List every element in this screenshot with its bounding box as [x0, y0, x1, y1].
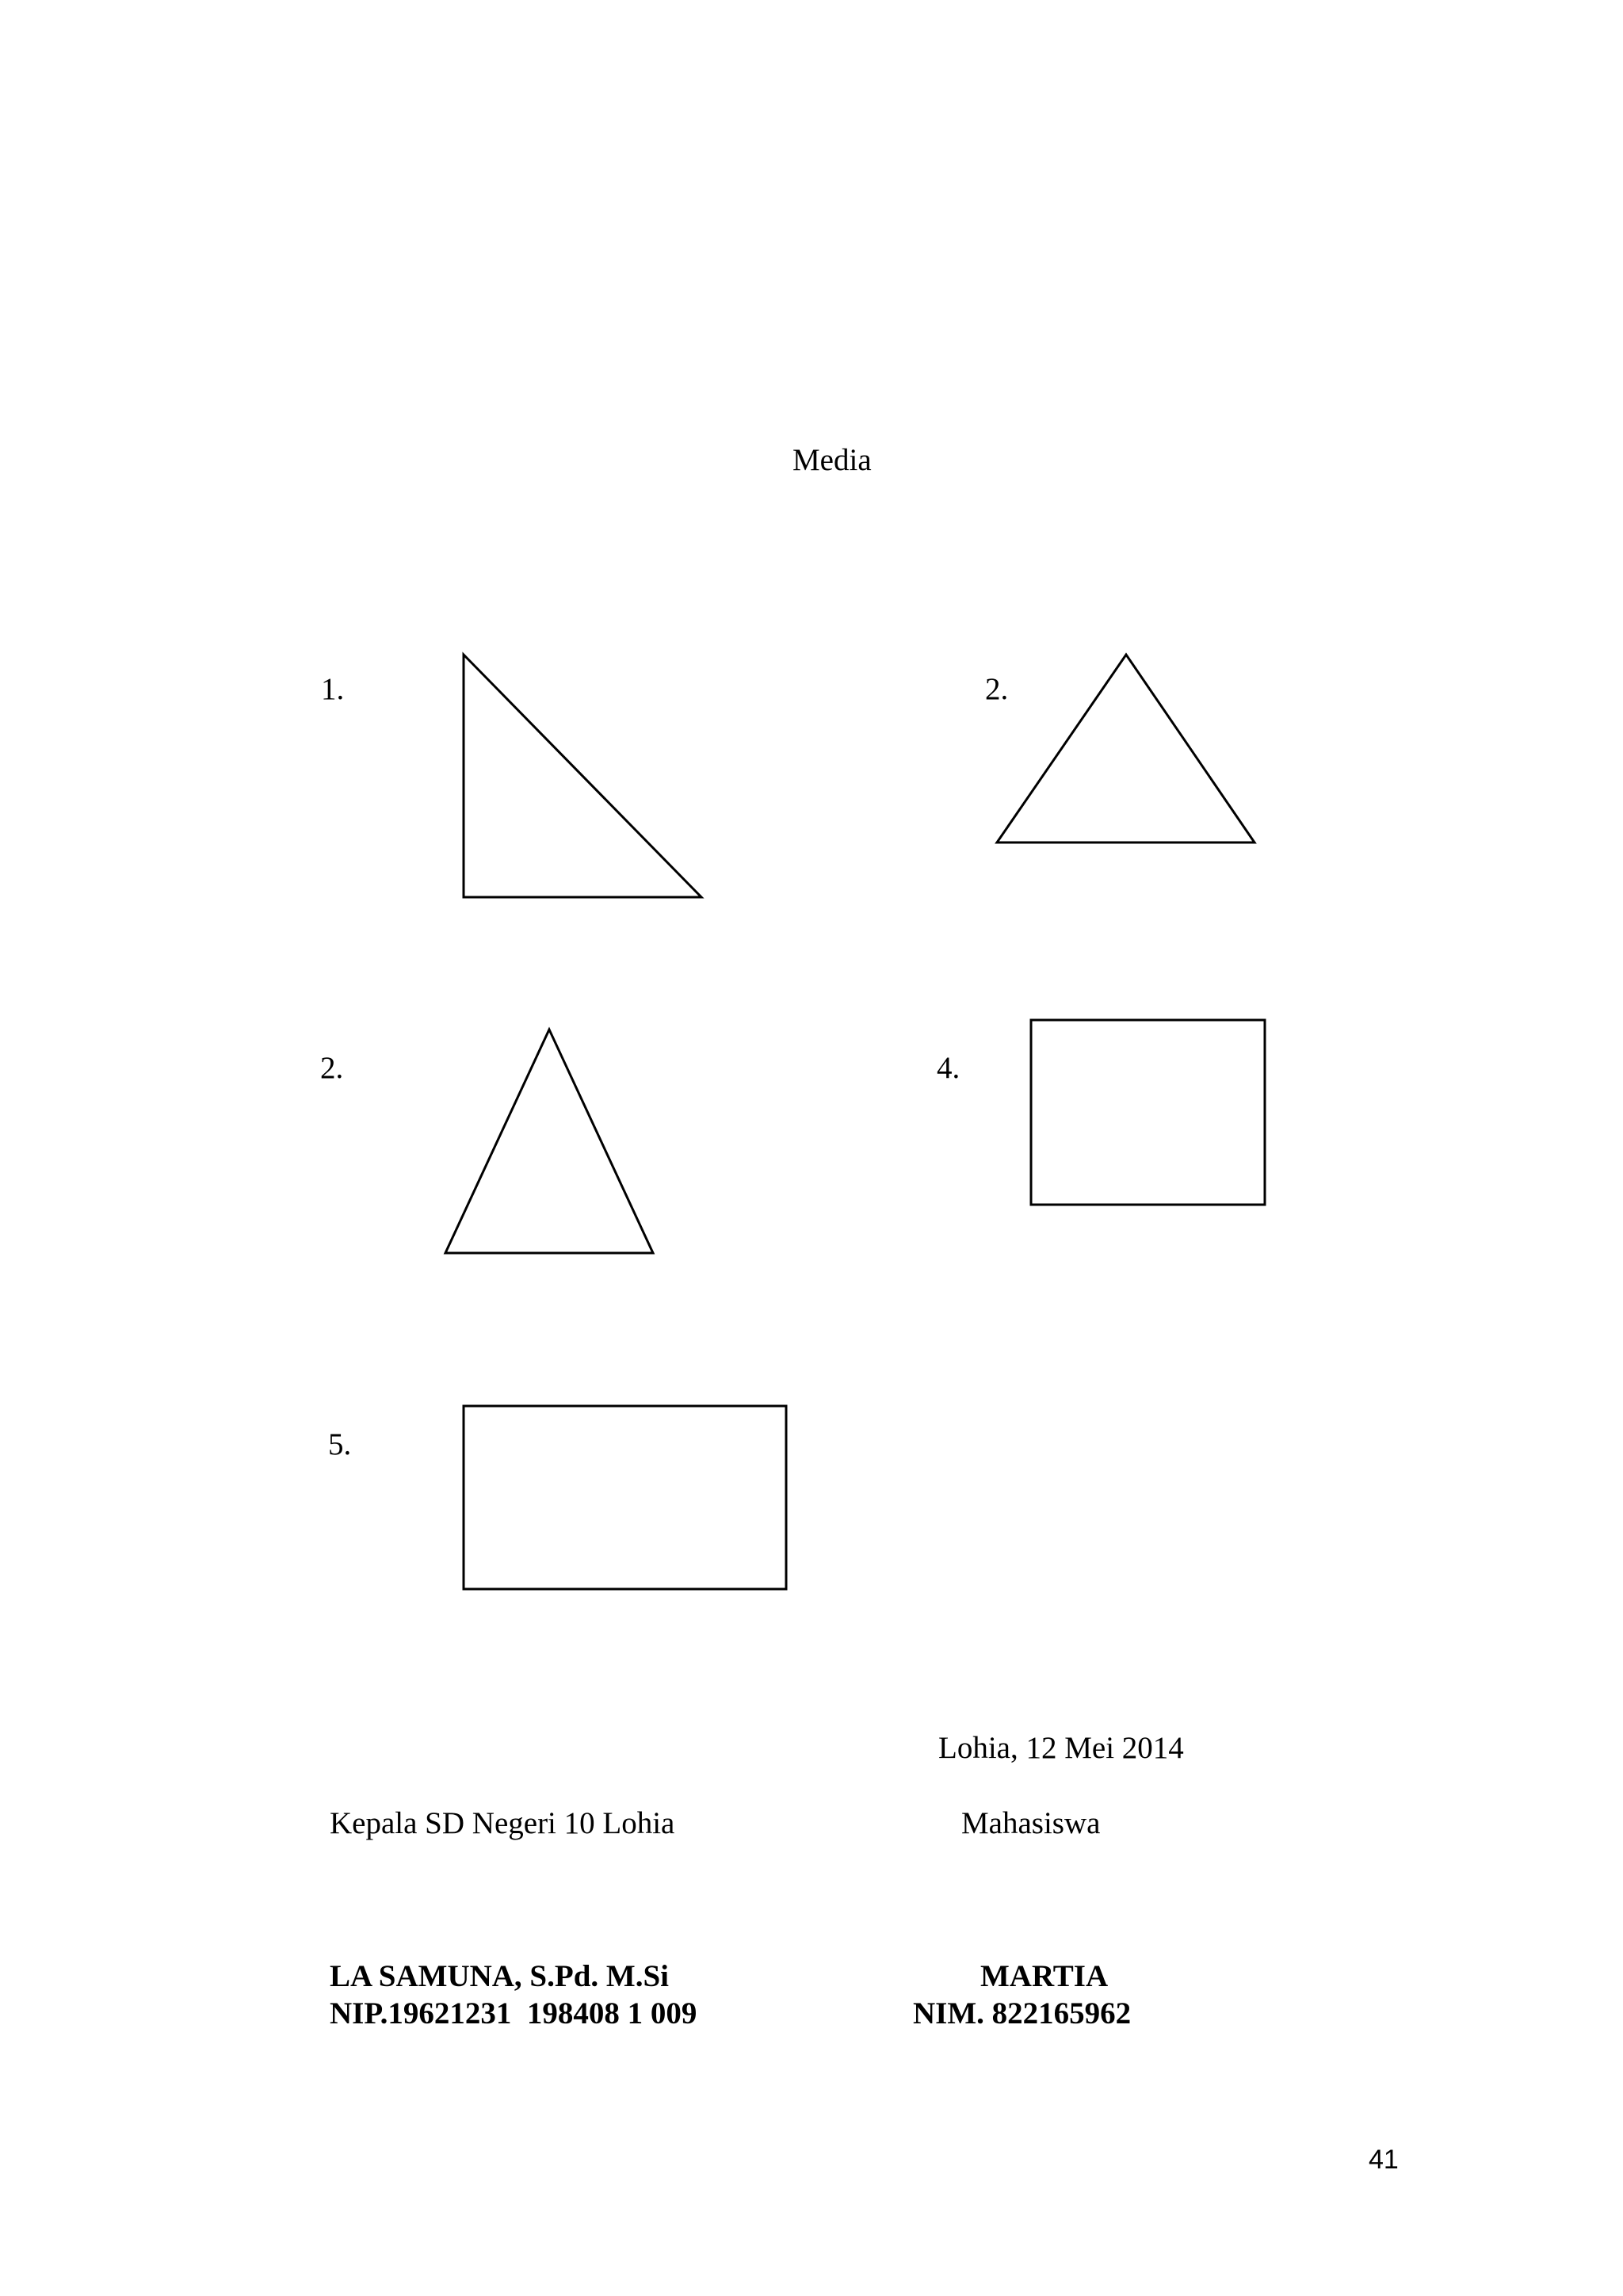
figure-number: 5.	[328, 1427, 352, 1461]
triangle-shape	[997, 655, 1254, 842]
left-signatory-name: LA SAMUNA, S.Pd. M.Si	[330, 1959, 669, 1993]
right-signatory-id: NIM. 822165962	[913, 1996, 1132, 2030]
figure-number: 2.	[320, 1051, 344, 1085]
page-title: Media	[792, 443, 872, 477]
place-date: Lohia, 12 Mei 2014	[938, 1731, 1184, 1765]
left-signatory-id: NIP.19621231 198408 1 009	[330, 1996, 697, 2030]
triangle-shape	[445, 1030, 653, 1253]
figure-number: 2.	[985, 672, 1009, 706]
right-signatory-name: MARTIA	[980, 1959, 1109, 1993]
rectangle-shape	[1031, 1020, 1265, 1205]
left-signatory-role: Kepala SD Negeri 10 Lohia	[330, 1806, 675, 1840]
right-triangle-shape	[464, 655, 701, 897]
rectangle-shape	[464, 1406, 786, 1589]
figure-number: 1.	[321, 672, 345, 706]
right-signatory-role: Mahasiswa	[961, 1806, 1101, 1840]
page-number: 41	[1369, 2145, 1399, 2175]
figure-number: 4.	[937, 1051, 960, 1085]
